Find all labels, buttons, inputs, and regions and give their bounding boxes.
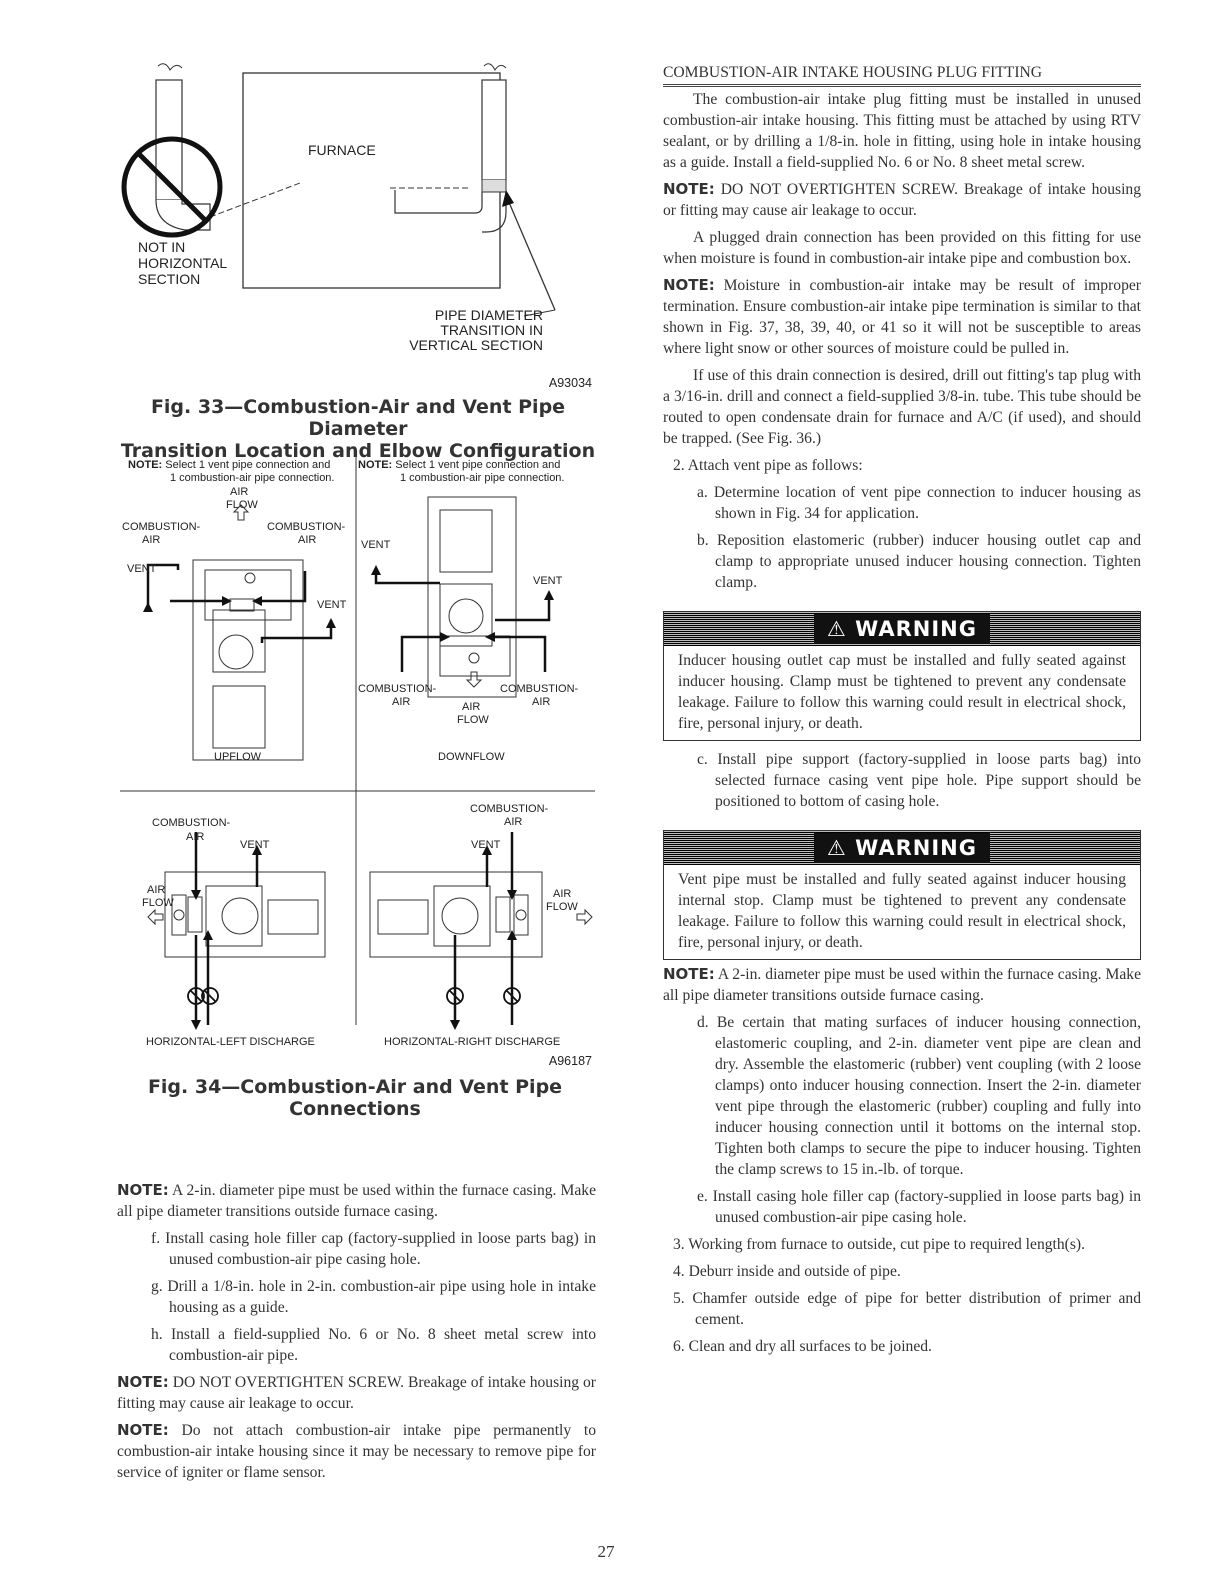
- left-note1: [117, 1180, 596, 1222]
- svg-text:NOTE: Select 1 vent pipe conne: [128, 459, 330, 471]
- left-note2-label: NOTE:: [117, 1373, 169, 1391]
- hleft-furnace: [148, 832, 325, 1030]
- not-in-line1: NOT IN: [138, 239, 186, 255]
- item-f: f. Install casing hole filler cap (factory-supplied in loose parts bag) in unused combustion-air pipe casing hole.: [151, 1230, 596, 1268]
- fig33-title-line1: Fig. 33—Combustion-Air and Vent Pipe Diameter: [150, 396, 566, 440]
- upflow-airflow-air: AIR: [230, 486, 249, 498]
- item-2: 2. Attach vent pipe as follows:: [673, 457, 863, 474]
- item-h: h. Install a field-supplied No. 6 or No. 8 sheet metal screw into combustion-air pipe.: [151, 1326, 596, 1364]
- left-note3-text: Do not attach combustion-air intake pipe permanently to combustion-air intake housing since it may be necessary to remove pipe for service of igniter or flame sensor.: [117, 1422, 596, 1481]
- note-label-left: NOTE:: [128, 459, 163, 471]
- item-3: 3. Working from furnace to outside, cut pipe to required length(s).: [673, 1236, 1086, 1253]
- fig34-diagram: [0, 450, 600, 1048]
- hright-vent: VENT: [471, 839, 501, 851]
- downflow-comb-left: COMBUSTION-: [358, 683, 437, 695]
- pipe-line1: PIPE DIAMETER: [434, 307, 543, 323]
- left-note1-label: NOTE:: [117, 1181, 169, 1199]
- right-note2-text: Moisture in combustion-air intake may be result of improper termination. Ensure combustion-air intake pipe termination is similar to that shown in Fig. 37, 38, 39, 40, or 41 so it will not be susceptible to areas where light snow or other sources of moisture could be pulled in.: [663, 277, 1141, 357]
- fig34-code: A96187: [548, 1054, 592, 1068]
- fig33-title-line2: Transition Location and Elbow Configuration: [120, 440, 596, 462]
- hright-furnace: [370, 832, 592, 1030]
- downflow-label: DOWNFLOW: [438, 751, 505, 763]
- upflow-comb-right-air: AIR: [298, 534, 317, 546]
- right-p3: If use of this drain connection is desired, drill out fitting's tap plug with a 3/16-in. drill and connect a field-supplied 3/8-in. tube. This tube should be routed to open condensate drain for furnace and A/C (if used), and should be trapped. (See Fig. 36.): [663, 367, 1141, 447]
- warning-box-1: [663, 611, 1141, 741]
- warning-label-1: ⚠ WARNING: [814, 614, 990, 644]
- downflow-comb-right: COMBUSTION-: [500, 683, 579, 695]
- upflow-vent-left: VENT: [127, 563, 157, 575]
- hright-airflow-flow: FLOW: [546, 901, 578, 913]
- warning-header-2: [664, 831, 1140, 865]
- left-note2-text: DO NOT OVERTIGHTEN SCREW. Breakage of intake housing or fitting may cause air leakage to occur.: [117, 1374, 596, 1412]
- item-d: d. Be certain that mating surfaces of inducer housing connection, elastomeric coupling, and 2-in. diameter vent pipe are clean and dry. Assemble the elastomeric (rubber) vent coupling (with 2 loose clamps) onto inducer housing connection. Insert the 2-in. diameter vent pipe through the elastomeric (rubber) coupling and fully into inducer housing connection until it bottoms on the internal stop. Tighten both clamps to secure the pipe to inducer housing. Tighten the clamp screws to 15 in.-lb. of torque.: [697, 1014, 1141, 1178]
- not-in-line2: HORIZONTAL: [138, 255, 228, 271]
- item-b: b. Reposition elastomeric (rubber) inducer housing outlet cap and clamp to appropriate unused inducer housing connection. Tighten clamp.: [697, 532, 1141, 591]
- note-text-left-1: Select 1 vent pipe connection and: [162, 459, 331, 471]
- not-in-line3: SECTION: [138, 271, 201, 287]
- left-column-text: [117, 1180, 596, 1489]
- right-note2: [663, 275, 1141, 359]
- downflow-airflow-flow: FLOW: [457, 714, 489, 726]
- note-text-right-2: 1 combustion-air pipe connection.: [400, 472, 565, 484]
- downflow-vent-right: VENT: [533, 575, 563, 587]
- hright-airflow-air: AIR: [553, 888, 572, 900]
- warning-box-2: [663, 830, 1141, 960]
- section-heading: COMBUSTION-AIR INTAKE HOUSING PLUG FITTING: [663, 62, 1141, 87]
- note-text-right-1: Select 1 vent pipe connection and: [392, 459, 561, 471]
- right-note1-label: NOTE:: [663, 180, 715, 198]
- furnace-label: FURNACE: [308, 142, 376, 158]
- item-6: 6. Clean and dry all surfaces to be joined.: [673, 1338, 932, 1355]
- right-note2-label: NOTE:: [663, 276, 715, 294]
- hleft-vent: VENT: [240, 839, 270, 851]
- downflow-vent-left: VENT: [361, 539, 391, 551]
- hleft-comb: COMBUSTION-: [152, 817, 231, 829]
- warning-text-1: Inducer housing outlet cap must be installed and fully seated against inducer housing. Clamp must be tightened to prevent any condensate leakage. Failure to follow this warning could result in electrical shock, fire, personal injury, or death.: [678, 652, 1126, 732]
- hleft-comb-air: AIR: [186, 831, 205, 843]
- right-note1-text: DO NOT OVERTIGHTEN SCREW. Breakage of intake housing or fitting may cause air leakage to occur.: [663, 181, 1141, 219]
- right-note3-label: NOTE:: [663, 965, 715, 983]
- hright-comb-air: AIR: [504, 816, 523, 828]
- right-p1: The combustion-air intake plug fitting must be installed in unused combustion-air intake housing. This fitting must be attached by using RTV sealant, or by drilling a 1/8-in. hole in fitting, using hole in intake housing as a guide. Install a field-supplied No. 6 or No. 8 sheet metal screw.: [663, 91, 1141, 171]
- right-note1: [663, 179, 1141, 221]
- left-note3-label: NOTE:: [117, 1421, 169, 1439]
- item-5: 5. Chamfer outside edge of pipe for better distribution of primer and cement.: [673, 1290, 1141, 1328]
- downflow-airflow-air: AIR: [462, 701, 481, 713]
- hleft-airflow-flow: FLOW: [142, 897, 174, 909]
- warning-label-2: ⚠ WARNING: [814, 833, 990, 863]
- page-number: 27: [597, 1542, 615, 1561]
- fig33-diagram: [0, 0, 600, 360]
- fig34-title-line1: Fig. 34—Combustion-Air and Vent Pipe: [147, 1076, 563, 1098]
- hright-label: HORIZONTAL-RIGHT DISCHARGE: [384, 1036, 561, 1048]
- hright-comb: COMBUSTION-: [470, 803, 549, 815]
- downflow-comb-left-air: AIR: [392, 696, 411, 708]
- item-a: a. Determine location of vent pipe connection to inducer housing as shown in Fig. 34 for application.: [697, 484, 1141, 522]
- upflow-comb-right: COMBUSTION-: [267, 521, 346, 533]
- note-label-right: NOTE:: [358, 459, 393, 471]
- downflow-furnace: [371, 497, 554, 697]
- left-note3: [117, 1420, 596, 1483]
- hleft-label: HORIZONTAL-LEFT DISCHARGE: [146, 1036, 315, 1048]
- svg-text:NOTE: Select 1 vent pipe conne: [358, 459, 560, 471]
- note-text-left-2: 1 combustion-air pipe connection.: [170, 472, 335, 484]
- right-note3-text: A 2-in. diameter pipe must be used within the furnace casing. Make all pipe diameter transitions outside furnace casing.: [663, 966, 1141, 1004]
- upflow-vent-right: VENT: [317, 599, 347, 611]
- upflow-comb-left: COMBUSTION-: [122, 521, 201, 533]
- fig34-title: [130, 1076, 580, 1120]
- item-e: e. Install casing hole filler cap (factory-supplied in loose parts bag) in unused combustion-air pipe casing hole.: [697, 1188, 1141, 1226]
- upflow-label: UPFLOW: [214, 751, 262, 763]
- item-c: c. Install pipe support (factory-supplied in loose parts bag) into selected furnace casing vent pipe hole. Pipe support should be positioned to bottom of casing hole.: [697, 751, 1141, 810]
- pipe-line3: VERTICAL SECTION: [409, 337, 543, 353]
- hleft-airflow-air: AIR: [147, 884, 166, 896]
- downflow-comb-right-air: AIR: [532, 696, 551, 708]
- fig33-code: A93034: [548, 376, 592, 390]
- right-p2: A plugged drain connection has been provided on this fitting for use when moisture is found in combustion-air intake pipe and combustion box.: [663, 229, 1141, 267]
- pipe-line2: TRANSITION IN: [440, 322, 543, 338]
- left-note1-text: A 2-in. diameter pipe must be used within the furnace casing. Make all pipe diameter transitions outside furnace casing.: [117, 1182, 596, 1220]
- item-g: g. Drill a 1/8-in. hole in 2-in. combustion-air pipe using hole in intake housing as a guide.: [151, 1278, 596, 1316]
- upflow-airflow-flow: FLOW: [226, 499, 258, 511]
- warning-header-1: [664, 612, 1140, 646]
- warning-text-2: Vent pipe must be installed and fully seated against inducer housing internal stop. Clamp must be tightened to prevent any condensate leakage. Failure to follow this warning could result in electrical shock, fire, personal injury, or death.: [678, 871, 1126, 951]
- fig34-title-line2: Connections: [289, 1098, 421, 1120]
- upflow-comb-left-air: AIR: [142, 534, 161, 546]
- left-note2: [117, 1372, 596, 1414]
- item-4: 4. Deburr inside and outside of pipe.: [673, 1263, 901, 1280]
- right-note3: [663, 964, 1141, 1006]
- right-column-text: [663, 62, 1141, 1363]
